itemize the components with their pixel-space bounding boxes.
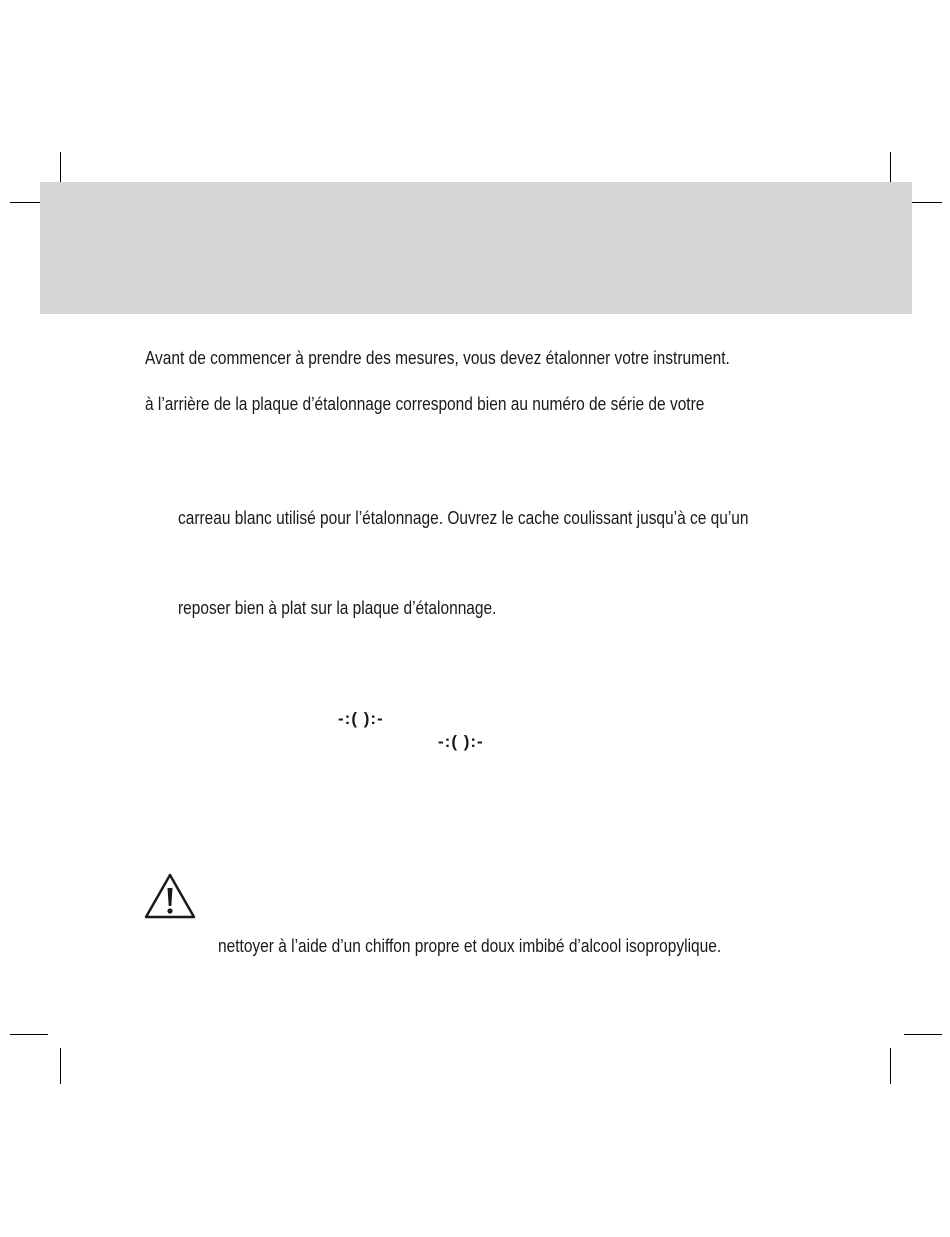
- crop-mark-bottom-left-horizontal: [10, 1034, 48, 1035]
- warning-triangle-icon: [144, 872, 196, 920]
- intro-line-1: Avant de commencer à prendre des mesures, vous devez étalonner votre instrument.: [145, 348, 730, 368]
- blink-indicator-1: -:( ):-: [338, 709, 384, 728]
- crop-mark-bottom-left-vertical: [60, 1048, 61, 1084]
- header-band: [40, 182, 912, 314]
- crop-mark-bottom-right-vertical: [890, 1048, 891, 1084]
- step-line-2: reposer bien à plat sur la plaque d’étalonnage.: [178, 598, 497, 618]
- crop-mark-bottom-right-horizontal: [904, 1034, 942, 1035]
- warning-text: nettoyer à l’aide d’un chiffon propre et doux imbibé d’alcool isopropylique.: [218, 936, 722, 956]
- step-line-1: carreau blanc utilisé pour l’étalonnage. Ouvrez le cache coulissant jusqu’à ce qu’un: [178, 508, 749, 528]
- blink-indicator-2: -:( ):-: [438, 732, 484, 751]
- intro-line-2: à l’arrière de la plaque d’étalonnage correspond bien au numéro de série de votre: [145, 394, 705, 414]
